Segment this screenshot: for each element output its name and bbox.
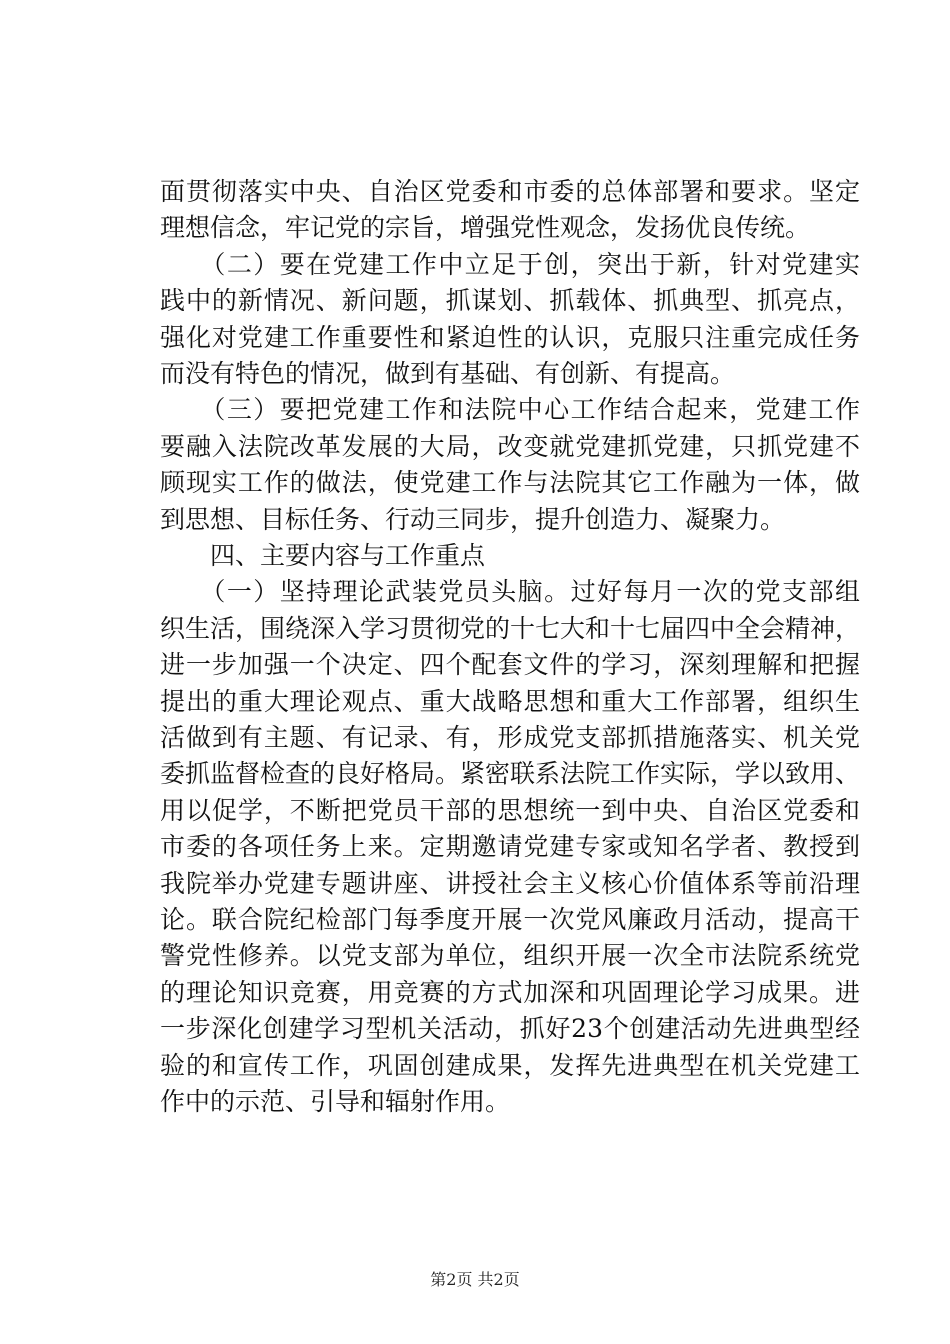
text-line: 用以促学，不断把党员干部的思想统一到中央、自治区党委和 — [160, 795, 860, 825]
text-line: 论。联合院纪检部门每季度开展一次党风廉政月活动，提高干 — [160, 905, 860, 934]
text-line: 验的和宣传工作，巩固创建成果，发挥先进典型在机关党建工 — [160, 1050, 860, 1080]
text-line: 进一步加强一个决定、四个配套文件的学习，深刻理解和把握 — [160, 650, 860, 680]
text-line: 到思想、目标任务、行动三同步，提升创造力、凝聚力。 — [160, 504, 786, 534]
text-line: 强化对党建工作重要性和紧迫性的认识，克服只注重完成任务 — [160, 322, 860, 352]
text-line: 一步深化创建学习型机关活动，抓好23个创建活动先进典型经 — [160, 1014, 860, 1044]
text-line: 面贯彻落实中央、自治区党委和市委的总体部署和要求。坚定 — [160, 177, 860, 206]
text-line: 活做到有主题、有记录、有，形成党支部抓措施落实、机关党 — [160, 723, 860, 752]
text-line: （一）坚持理论武装党员头脑。过好每月一次的党支部组 — [160, 577, 860, 607]
text-line: 市委的各项任务上来。定期邀请党建专家或知名学者、教授到 — [160, 832, 860, 862]
text-line: 提出的重大理论观点、重大战略思想和重大工作部署，组织生 — [160, 686, 860, 716]
text-line: 理想信念，牢记党的宗旨，增强党性观念，发扬优良传统。 — [160, 213, 811, 243]
text-line: 的理论知识竞赛，用竞赛的方式加深和巩固理论学习成果。进 — [160, 977, 860, 1007]
text-line: 作中的示范、引导和辐射作用。 — [160, 1087, 511, 1116]
page-footer: 第2页 共2页 — [430, 1270, 520, 1289]
text-line: 要融入法院改革发展的大局，改变就党建抓党建，只抓党建不 — [160, 431, 860, 461]
text-line: 顾现实工作的做法，使党建工作与法院其它工作融为一体，做 — [160, 468, 860, 498]
text-line: 而没有特色的情况，做到有基础、有创新、有提高。 — [160, 359, 736, 388]
text-line: 我院举办党建专题讲座、讲授社会主义核心价值体系等前沿理 — [160, 868, 860, 898]
text-line: （三）要把党建工作和法院中心工作结合起来，党建工作 — [160, 395, 860, 425]
text-line: 警党性修养。以党支部为单位，组织开展一次全市法院系统党 — [160, 941, 860, 971]
text-line: （二）要在党建工作中立足于创，突出于新，针对党建实 — [160, 249, 860, 279]
text-line: 四、主要内容与工作重点 — [160, 541, 486, 570]
text-line: 织生活，围绕深入学习贯彻党的十七大和十七届四中全会精神， — [160, 613, 861, 643]
text-line: 践中的新情况、新问题，抓谋划、抓载体、抓典型、抓亮点， — [160, 286, 860, 316]
text-line: 委抓监督检查的良好格局。紧密联系法院工作实际，学以致用、 — [160, 759, 861, 789]
